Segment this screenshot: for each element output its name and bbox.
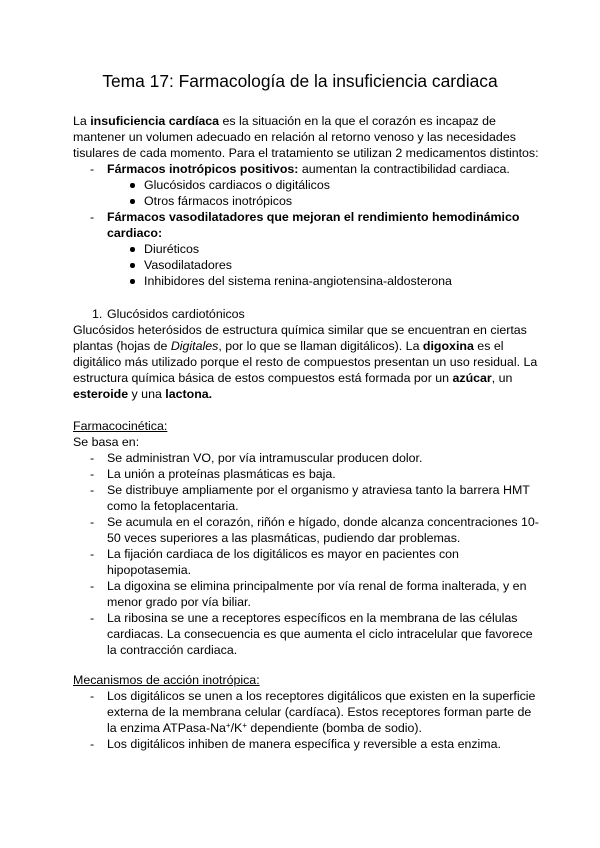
- list-item: - Los digitálicos se unen a los receptores digitálicos que existen en la superficie externa de la membrana celular (cardíaca). Estos receptores forman parte de la enzima ATPasa-Na+/K+ dependiente (bomba de sodio).: [73, 688, 543, 736]
- group-vasodilatadores: - Fármacos vasodilatadores que mejoran el rendimiento hemodinámico cardiaco: Diuréticos Vasodilatadores Inhibidores del sistema renina-angiotensina-aldosterona: [73, 209, 543, 289]
- section-heading: 1. Glucósidos cardiotónicos: [92, 307, 245, 321]
- list-item: Glucósidos cardiacos o digitálicos: [73, 177, 543, 193]
- intro-section: [73, 113, 543, 289]
- inotropicos-items: [73, 177, 543, 209]
- section-mecanismos: [73, 672, 543, 752]
- list-item: - Los digitálicos inhiben de manera específica y reversible a esta enzima.: [73, 736, 543, 752]
- list-item: Vasodilatadores: [73, 257, 543, 273]
- section-number-list: [73, 306, 543, 322]
- vasodilatadores-items: [73, 241, 543, 289]
- farmacocinetica-list: [73, 450, 543, 658]
- list-item: - Se distribuye ampliamente por el organismo y atraviesa tanto la barrera HMT como la fetoplacentaria.: [73, 482, 543, 514]
- list-item: - La ribosina se une a receptores específicos en la membrana de las células cardiacas. La consecuencia es que aumenta el ciclo intracelular que favorece la contracción cardiaca.: [73, 610, 543, 658]
- list-item: - La fijación cardiaca de los digitálicos es mayor en pacientes con hipopotasemia.: [73, 546, 543, 578]
- list-item: - La unión a proteínas plasmáticas es baja.: [73, 466, 543, 482]
- list-item: - Se acumula en el corazón, riñón e hígado, donde alcanza concentraciones 10-50 veces superiores a las plasmáticas, pudiendo dar problemas.: [73, 514, 543, 546]
- section-glucosidos: [73, 306, 543, 402]
- farmacocinetica-heading: Farmacocinética:: [73, 419, 168, 433]
- list-item: Otros fármacos inotrópicos: [73, 193, 543, 209]
- group-inotropicos: - Fármacos inotrópicos positivos: aumentan la contractibilidad cardiaca. Glucósidos cardiacos o digitálicos Otros fármacos inotrópicos: [73, 161, 543, 209]
- list-item: Diuréticos: [73, 241, 543, 257]
- section-farmacocinetica: [73, 418, 543, 658]
- mecanismos-list: [73, 688, 543, 752]
- list-item: - Se administran VO, por vía intramuscular producen dolor.: [73, 450, 543, 466]
- list-item: - La digoxina se elimina principalmente por vía renal de forma inalterada, y en menor grado por vía biliar.: [73, 578, 543, 610]
- intro-paragraph: La insuficiencia cardíaca es la situación en la que el corazón es incapaz de mantener un volumen adecuado en relación al retorno venoso y las necesidades tisulares de cada momento. Para el tratamiento se utilizan 2 medicamentos distintos:: [73, 114, 539, 160]
- glucosidos-paragraph: Glucósidos heterósidos de estructura química similar que se encuentran en ciertas plantas (hojas de Digitales, por lo que se llaman digitálicos). La digoxina es el digitálico más utilizado porque el resto de compuestos presentan un uso residual. La estructura química básica de estos compuestos está formada por un azúcar, un esteroide y una lactona.: [73, 323, 538, 401]
- drug-groups-list: [73, 161, 543, 289]
- page-title: Tema 17: Farmacología de la insuficiencia cardiaca: [102, 71, 498, 91]
- mecanismos-heading: Mecanismos de acción inotrópica:: [73, 673, 260, 687]
- term-insuficiencia: insuficiencia cardíaca: [90, 114, 220, 128]
- list-item: Inhibidores del sistema renina-angiotensina-aldosterona: [73, 273, 543, 289]
- farmacocinetica-intro: Se basa en:: [73, 435, 140, 449]
